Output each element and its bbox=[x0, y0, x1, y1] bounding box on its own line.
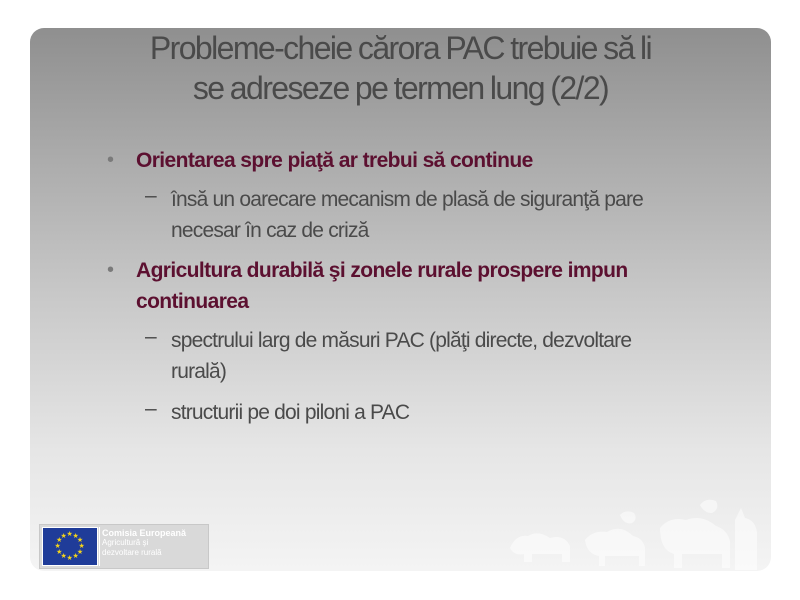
bullet-2-text-line-2: continuarea bbox=[136, 290, 249, 313]
eu-flag-star-icon: ★ bbox=[54, 543, 61, 550]
eu-flag-star-icon: ★ bbox=[72, 553, 79, 561]
eu-flag-star-icon: ★ bbox=[66, 531, 73, 538]
bullet-1-text: Orientarea spre piaţă ar trebui să continue bbox=[136, 149, 533, 172]
eu-flag-icon bbox=[42, 527, 98, 566]
eu-flag-star-icon: ★ bbox=[56, 549, 63, 556]
bullet-2-subitem-1-line-2: rurală) bbox=[171, 360, 227, 383]
dash-marker: – bbox=[145, 397, 157, 420]
eu-flag-star-icon: ★ bbox=[66, 555, 73, 562]
bullet-1-subitem-1-line-1: însă un oarecare mecanism de plasă de siguranţă pare bbox=[171, 188, 644, 211]
logo-organization: Comisia Europeană bbox=[102, 528, 187, 538]
logo-department-line-2: dezvoltare rurală bbox=[102, 548, 162, 557]
logo-divider bbox=[99, 527, 100, 566]
eu-flag-star-icon: ★ bbox=[72, 532, 79, 540]
bullet-1-subitem-1-line-2: necesar în caz de criză bbox=[171, 219, 369, 242]
dash-marker: – bbox=[145, 184, 157, 207]
eu-flag-star-icon: ★ bbox=[60, 532, 67, 540]
bullet-2-subitem-1-line-1: spectrului larg de măsuri PAC (plăţi directe, dezvoltare bbox=[171, 329, 632, 352]
logo-department-line-1: Agricultură şi bbox=[102, 538, 149, 547]
bullet-2-text-line-1: Agricultura durabilă şi zonele rurale prospere impun bbox=[136, 259, 628, 282]
bullet-marker: • bbox=[107, 149, 115, 171]
eu-flag-star-icon: ★ bbox=[76, 549, 84, 556]
slide-title-line-2: se adreseze pe termen lung (2/2) bbox=[192, 70, 609, 106]
eu-flag-star-icon: ★ bbox=[60, 553, 67, 561]
dash-marker: – bbox=[145, 325, 157, 348]
bullet-2-subitem-2-line-1: structurii pe doi piloni a PAC bbox=[171, 401, 410, 424]
european-commission-logo bbox=[39, 524, 209, 569]
eu-flag-star-icon: ★ bbox=[56, 537, 63, 544]
slide-title-line-1: Probleme-cheie cărora PAC trebuie să li bbox=[149, 30, 652, 66]
eu-flag-star-icon: ★ bbox=[78, 543, 85, 550]
eu-flag-star-icon: ★ bbox=[76, 537, 84, 544]
logo-text bbox=[102, 528, 208, 558]
bullet-marker: • bbox=[107, 259, 115, 281]
